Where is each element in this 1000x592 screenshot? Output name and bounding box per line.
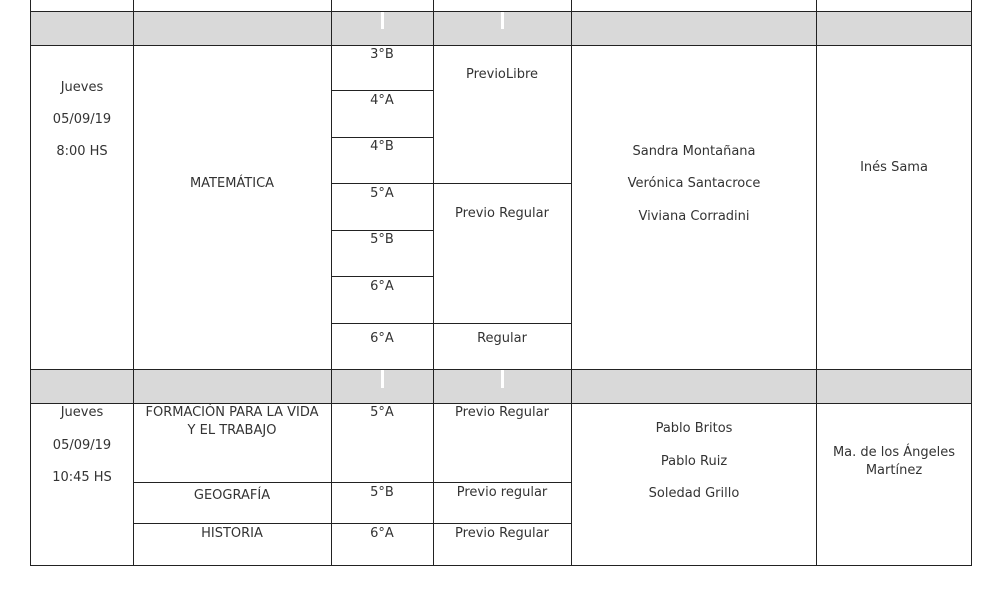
exam-condition: Previo regular bbox=[456, 485, 548, 500]
condition-row-border bbox=[433, 183, 572, 184]
course-label: 5°A bbox=[370, 405, 394, 420]
subject-name: FORMACIÓN PARA LA VIDA bbox=[145, 405, 319, 420]
condition-row-border bbox=[433, 323, 572, 324]
column-border bbox=[30, 0, 31, 566]
course-label: 5°B bbox=[370, 485, 394, 500]
course-label: 4°B bbox=[370, 139, 394, 154]
course-row-border bbox=[331, 183, 434, 184]
subject-row-border bbox=[133, 523, 572, 524]
exam-time: 8:00 HS bbox=[56, 144, 108, 159]
exam-condition: Previo Regular bbox=[455, 526, 549, 541]
exam-time: 10:45 HS bbox=[52, 470, 112, 485]
supervisor-name: Ma. de los Ángeles bbox=[832, 445, 956, 460]
supervisor-name-continued: Martínez bbox=[865, 463, 923, 478]
row-border bbox=[30, 565, 972, 566]
row-tick bbox=[381, 370, 384, 388]
column-border bbox=[971, 0, 972, 566]
subject-name: HISTORIA bbox=[201, 526, 263, 541]
row-tick bbox=[501, 370, 504, 388]
subject-name: MATEMÁTICA bbox=[189, 176, 275, 191]
exam-date: 05/09/19 bbox=[52, 438, 112, 453]
course-label: 6°A bbox=[370, 331, 394, 346]
column-border bbox=[816, 0, 817, 566]
row-border bbox=[30, 45, 972, 46]
course-row-border bbox=[331, 137, 434, 138]
exam-condition: Regular bbox=[477, 331, 527, 346]
teacher-name: Soledad Grillo bbox=[648, 486, 740, 501]
subject-name-continued: Y EL TRABAJO bbox=[187, 423, 277, 438]
teacher-name: Verónica Santacroce bbox=[627, 176, 761, 191]
row-tick bbox=[381, 11, 384, 29]
exam-date: 05/09/19 bbox=[52, 112, 112, 127]
course-label: 5°B bbox=[370, 232, 394, 247]
course-label: 5°A bbox=[370, 186, 394, 201]
row-tick bbox=[501, 11, 504, 29]
subject-name: GEOGRAFÍA bbox=[193, 488, 271, 503]
row-border bbox=[30, 11, 972, 12]
row-border bbox=[30, 403, 972, 404]
exam-condition: Previo Regular bbox=[455, 206, 549, 221]
supervisor-name: Inés Sama bbox=[860, 160, 928, 175]
course-label: 3°B bbox=[370, 47, 394, 62]
exam-condition: Previo Regular bbox=[455, 405, 549, 420]
course-label: 6°A bbox=[370, 279, 394, 294]
row-border bbox=[30, 369, 972, 370]
subject-row-border bbox=[133, 482, 572, 483]
course-row-border bbox=[331, 90, 434, 91]
exam-day: Jueves bbox=[60, 80, 104, 95]
course-label: 6°A bbox=[370, 526, 394, 541]
exam-condition: PrevioLibre bbox=[465, 67, 539, 82]
course-row-border bbox=[331, 323, 434, 324]
teacher-name: Pablo Ruiz bbox=[660, 454, 728, 469]
course-row-border bbox=[331, 276, 434, 277]
teacher-name: Viviana Corradini bbox=[638, 209, 750, 224]
exam-day: Jueves bbox=[60, 405, 104, 420]
teacher-name: Sandra Montañana bbox=[632, 144, 756, 159]
course-label: 4°A bbox=[370, 93, 394, 108]
course-row-border bbox=[331, 230, 434, 231]
teacher-name: Pablo Britos bbox=[655, 421, 733, 436]
